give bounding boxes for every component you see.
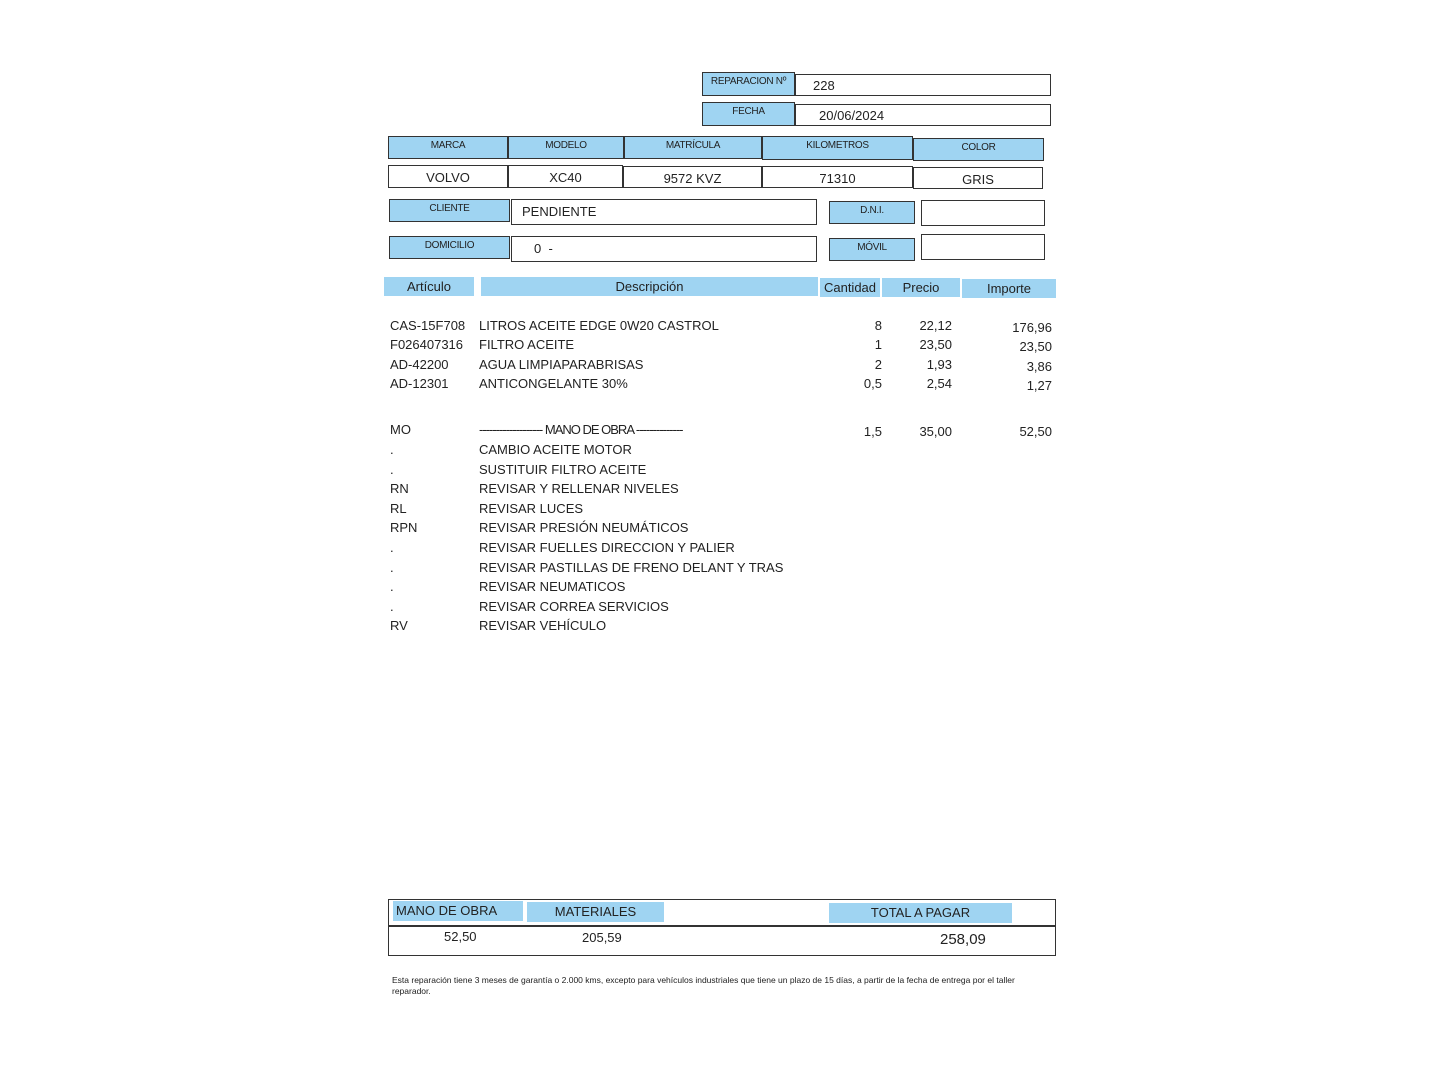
fecha-date: 20/06/2024 (819, 108, 885, 123)
modelo-label: MODELO (508, 136, 624, 159)
fecha-value (795, 104, 1051, 126)
item-price: 1,93 (926, 357, 952, 372)
color-label: COLOR (913, 138, 1044, 161)
item-amount: 3,86 (1026, 359, 1052, 374)
task-code: . (390, 462, 394, 477)
movil-value (921, 234, 1045, 260)
labor-qty: 1,5 (863, 424, 882, 439)
col-importe: Importe (962, 279, 1056, 298)
dni-label: D.N.I. (829, 201, 915, 224)
item-qty: 1 (874, 337, 882, 352)
item-desc: ANTICONGELANTE 30% (479, 376, 628, 391)
item-code: CAS-15F708 (390, 318, 466, 333)
table-row (0, 337, 1440, 357)
labor-amount: 52,50 (1019, 424, 1052, 439)
item-desc: AGUA LIMPIAPARABRISAS (479, 357, 644, 372)
task-row (0, 481, 1440, 501)
domicilio-label: DOMICILIO (389, 236, 510, 259)
task-code: . (390, 560, 394, 575)
item-qty: 2 (874, 357, 882, 372)
labor-desc: ------------------- MANO DE OBRA -------------- (479, 422, 683, 437)
mano-obra-label: MANO DE OBRA (393, 901, 523, 921)
cliente-name: PENDIENTE (522, 204, 597, 219)
item-qty: 0,5 (863, 376, 882, 391)
task-row (0, 501, 1440, 521)
item-qty: 8 (874, 318, 882, 333)
task-row (0, 599, 1440, 619)
fecha-label: FECHA (702, 102, 795, 126)
labor-row (0, 422, 1440, 442)
task-code: RN (390, 481, 409, 496)
task-row (0, 540, 1440, 560)
matricula-value: 9572 KVZ (623, 166, 762, 188)
task-row (0, 442, 1440, 462)
task-code: RPN (390, 520, 418, 535)
task-desc: REVISAR PRESIÓN NEUMÁTICOS (479, 520, 689, 535)
task-desc: REVISAR NEUMATICOS (479, 579, 626, 594)
total-value: 258,09 (940, 931, 986, 948)
item-code: AD-12301 (390, 376, 449, 391)
task-desc: REVISAR VEHÍCULO (479, 618, 607, 633)
movil-label: MÓVIL (829, 238, 915, 261)
item-code: F026407316 (390, 337, 464, 352)
table-row (0, 318, 1440, 338)
item-amount: 1,27 (1026, 378, 1052, 393)
item-desc: FILTRO ACEITE (479, 337, 575, 352)
labor-code: MO (390, 422, 411, 437)
task-row (0, 560, 1440, 580)
matricula-label: MATRÍCULA (624, 136, 762, 159)
cliente-value (511, 199, 817, 225)
item-price: 2,54 (926, 376, 952, 391)
marca-label: MARCA (388, 136, 508, 159)
col-descripcion: Descripción (481, 277, 818, 296)
task-row (0, 579, 1440, 599)
task-desc: SUSTITUIR FILTRO ACEITE (479, 462, 647, 477)
reparacion-number: 228 (813, 78, 835, 93)
table-row (0, 376, 1440, 396)
labor-price: 35,00 (919, 424, 952, 439)
total-label: TOTAL A PAGAR (829, 903, 1012, 923)
task-desc: CAMBIO ACEITE MOTOR (479, 442, 632, 457)
col-articulo: Artículo (384, 277, 474, 296)
materiales-value: 205,59 (582, 930, 622, 945)
kilometros-label: KILOMETROS (762, 136, 913, 160)
col-cantidad: Cantidad (820, 278, 880, 297)
table-row (0, 357, 1440, 377)
task-row (0, 618, 1440, 638)
domicilio-address: 0 - (534, 241, 553, 256)
mano-obra-value: 52,50 (444, 929, 477, 944)
task-code: . (390, 442, 394, 457)
task-code: . (390, 579, 394, 594)
dni-value (921, 200, 1045, 226)
warranty-note: Esta reparación tiene 3 meses de garantía o 2.000 kms, excepto para vehículos industriales que tiene un plazo de 15 días, a partir de la fecha de entrega por el taller reparador. (392, 975, 1015, 996)
task-row (0, 462, 1440, 482)
task-desc: REVISAR Y RELLENAR NIVELES (479, 481, 679, 496)
task-desc: REVISAR FUELLES DIRECCION Y PALIER (479, 540, 735, 555)
item-price: 23,50 (919, 337, 952, 352)
task-desc: REVISAR LUCES (479, 501, 584, 516)
item-desc: LITROS ACEITE EDGE 0W20 CASTROL (479, 318, 719, 333)
modelo-value: XC40 (508, 165, 623, 188)
task-code: . (390, 540, 394, 555)
task-code: . (390, 599, 394, 614)
reparacion-label: REPARACION Nº (702, 72, 795, 96)
reparacion-value (795, 74, 1051, 96)
kilometros-value: 71310 (762, 166, 913, 188)
task-code: RV (390, 618, 408, 633)
color-value: GRIS (913, 167, 1043, 189)
task-desc: REVISAR PASTILLAS DE FRENO DELANT Y TRAS (479, 560, 784, 575)
col-precio: Precio (882, 278, 960, 297)
item-amount: 176,96 (1012, 320, 1052, 335)
domicilio-value (511, 236, 817, 262)
task-row (0, 520, 1440, 540)
marca-value: VOLVO (388, 165, 508, 188)
task-desc: REVISAR CORREA SERVICIOS (479, 599, 669, 614)
cliente-label: CLIENTE (389, 199, 510, 222)
task-code: RL (390, 501, 407, 516)
item-code: AD-42200 (390, 357, 449, 372)
item-amount: 23,50 (1019, 339, 1052, 354)
item-price: 22,12 (919, 318, 952, 333)
materiales-label: MATERIALES (527, 902, 664, 922)
